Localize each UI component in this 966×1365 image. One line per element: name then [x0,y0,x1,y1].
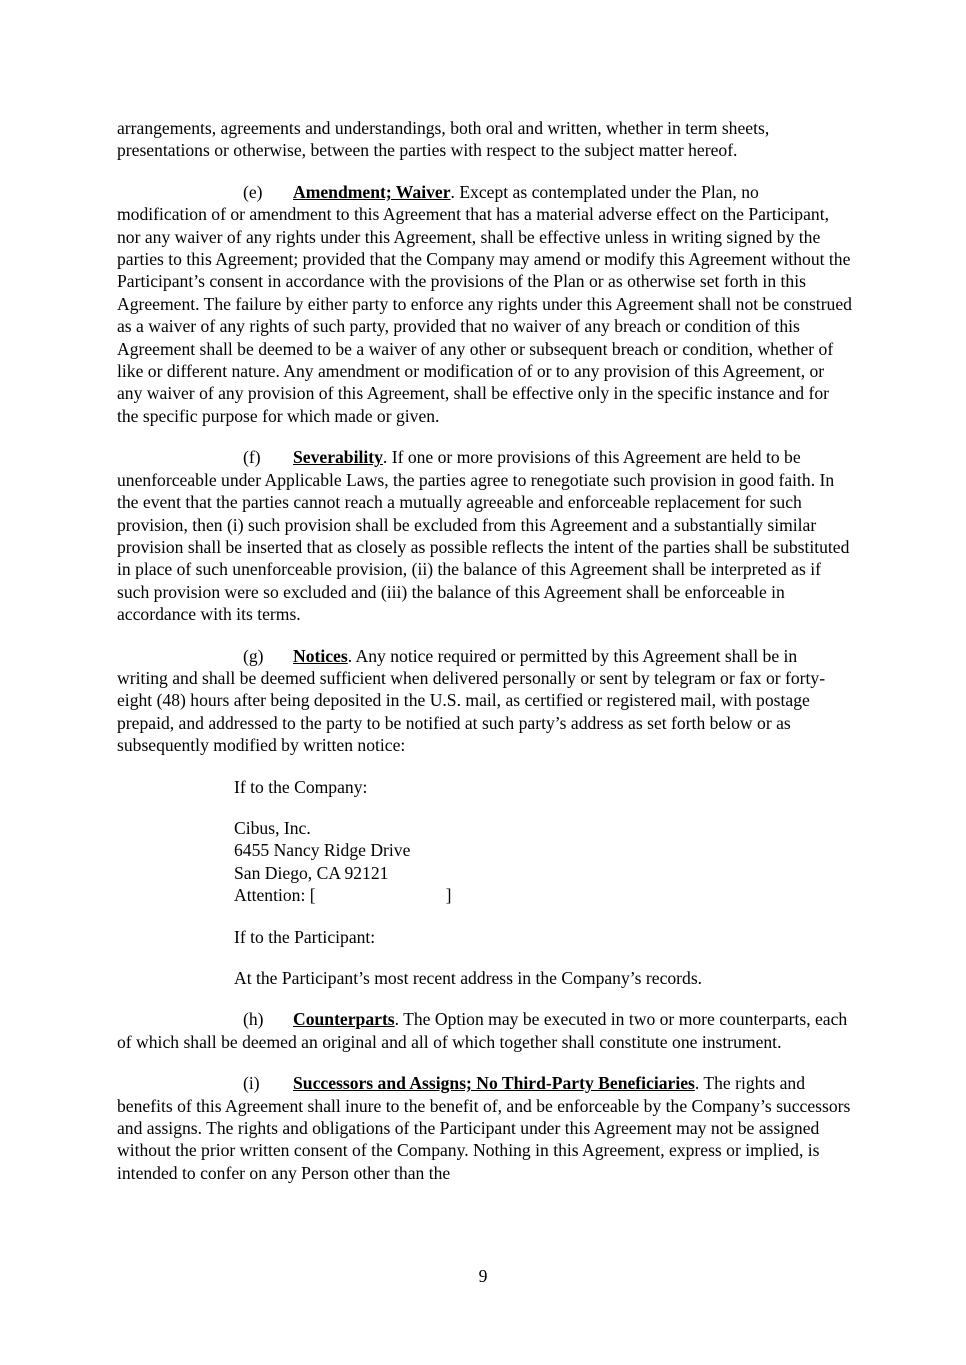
section-number: (i) [243,1073,260,1094]
company-label: If to the Company: [234,776,368,797]
section-text: . The Option may be executed in two or more counterparts, each of which shall be deemed an original and all of which together shall constitute one instrument. [117,1009,848,1052]
page-number: 9 [478,1266,488,1286]
section-heading: Amendment; Waiver [293,181,451,202]
section-number: (e) [243,181,263,202]
company-name: Cibus, Inc. [234,817,311,838]
section-text: . The rights and benefits of this Agreement shall inure to the benefit of, and be enforceable by the Company’s successors and assigns. The rights and obligations of the Participant under this Agreement may not be assigned without the prior written consent of the Company. Nothing in this Agreement, express or implied, is intended to confer on any Person other than the [117,1073,851,1183]
section-number: (h) [243,1009,264,1030]
section-text: . Except as contemplated under the Plan, no modification of or amendment to this Agreement that has a material adverse effect on the Participant, nor any waiver of any rights under this Agreement, shall be effective unless in writing signed by the parties to this Agreement; provided that the Company may amend or modify this Agreement without the Participant’s consent in accordance with the provisions of the Plan or as otherwise set forth in this Agreement. The failure by either party to enforce any rights under this Agreement shall not be construed as a waiver of any rights of such party, provided that no waiver of any breach or condition of this Agreement shall be deemed to be a waiver of any other or subsequent breach or condition, whether of like or different nature. Any amendment or modification of or to any provision of this Agreement, or any waiver of any provision of this Agreement, shall be effective only in the specific instance and for the specific purpose for which made or given. [117,181,852,426]
section-counterparts [117,1008,852,1053]
section-text: . If one or more provisions of this Agreement are held to be unenforceable under Applicable Laws, the parties agree to renegotiate such provision in good faith. In the event that the parties cannot reach a mutually agreeable and enforceable replacement for such provision, then (i) such provision shall be excluded from this Agreement and a substantially similar provision shall be inserted that as closely as possible reflects the intent of the parties shall be substituted in place of such unenforceable provision, (ii) the balance of this Agreement shall be interpreted as if such provision were so excluded and (iii) the balance of this Agreement shall be enforceable in accordance with its terms. [117,447,850,625]
section-notices [117,645,852,757]
section-amendment-waiver [117,181,852,427]
company-street: 6455 Nancy Ridge Drive [234,840,411,861]
attention-close: ] [445,885,452,906]
participant-label: If to the Participant: [234,926,376,947]
attention-label: Attention: [ [234,885,316,906]
section-heading: Severability [293,447,383,468]
intro-paragraph: arrangements, agreements and understandings, both oral and written, whether in term sheets, presentations or otherwise, between the parties with respect to the subject matter hereof. [117,118,770,161]
section-heading: Notices [293,645,348,666]
section-number: (g) [243,645,264,666]
section-successors-assigns [117,1072,852,1184]
participant-address: At the Participant’s most recent address in the Company’s records. [234,968,703,988]
section-number: (f) [243,447,261,468]
section-heading: Successors and Assigns; No Third-Party Beneficiaries [293,1073,695,1094]
section-text: . Any notice required or permitted by this Agreement shall be in writing and shall be deemed sufficient when delivered personally or sent by telegram or fax or forty-eight (48) hours after being deposited in the U.S. mail, as certified or registered mail, with postage prepaid, and addressed to the party to be notified at such party’s address as set forth below or as subsequently modified by written notice: [117,645,826,756]
document-page [117,117,852,1203]
section-severability [117,446,852,625]
company-address [234,817,852,907]
section-heading: Counterparts [293,1009,395,1030]
company-attention [234,884,852,906]
company-city: San Diego, CA 92121 [234,862,389,883]
